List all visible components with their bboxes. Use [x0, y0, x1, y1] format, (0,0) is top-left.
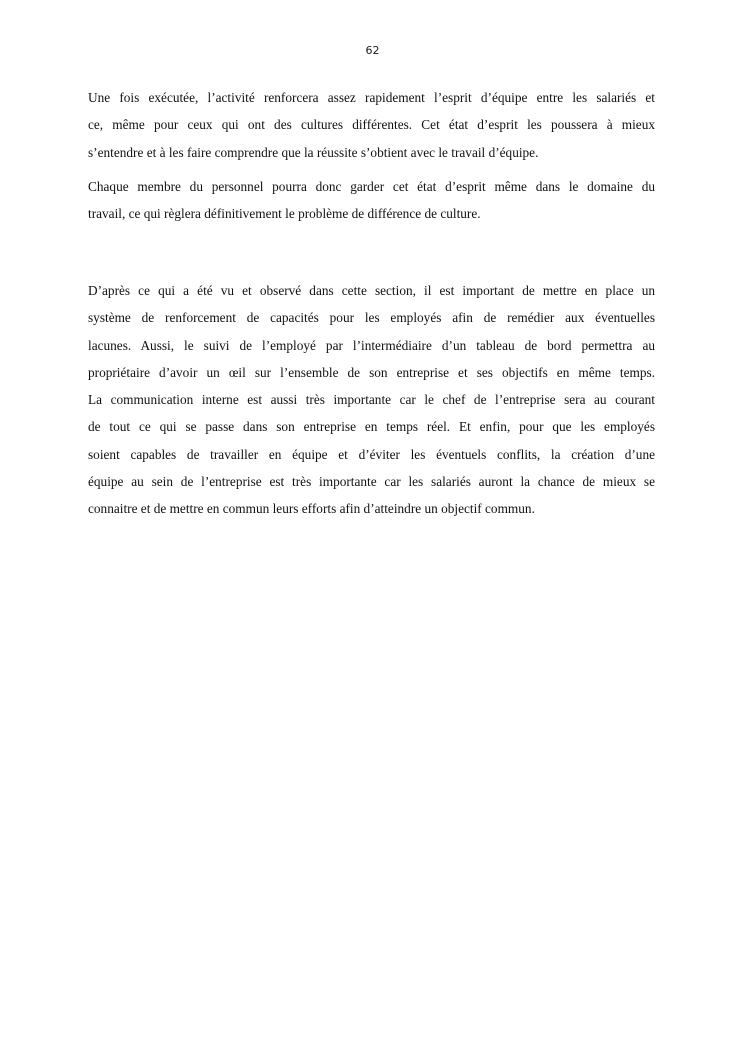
paragraph-line: de tout ce qui se passe dans son entreprise en temps réel. Et enfin, pour que les employés — [88, 419, 655, 435]
paragraph-line: soient capables de travailler en équipe et d’éviter les éventuels conflits, la création d’une — [88, 446, 655, 462]
paragraph-line: La communication interne est aussi très importante car le chef de l’entreprise sera au courant — [88, 392, 655, 408]
paragraph-line: travail, ce qui règlera définitivement le problème de différence de culture. — [88, 206, 481, 222]
page-number: 62 — [365, 44, 380, 57]
paragraph-culture — [88, 173, 655, 228]
paragraph-line: système de renforcement de capacités pour les employés afin de remédier aux éventuelles — [88, 310, 655, 326]
paragraph-line: D’après ce qui a été vu et observé dans cette section, il est important de mettre en place un — [88, 283, 655, 298]
paragraph-team-spirit — [88, 84, 655, 166]
paragraph-line: s’entendre et à les faire comprendre que la réussite s’obtient avec le travail d’équipe. — [88, 144, 539, 160]
paragraph-line: Une fois exécutée, l’activité renforcera assez rapidement l’esprit d’équipe entre les salariés et — [88, 90, 655, 105]
paragraph-line: lacunes. Aussi, le suivi de l’employé par l’intermédiaire d’un tableau de bord permettra au — [88, 337, 655, 353]
paragraph-line: équipe au sein de l’entreprise est très importante car les salariés auront la chance de mieux se — [88, 474, 655, 490]
paragraph-line: Chaque membre du personnel pourra donc garder cet état d’esprit même dans le domaine du — [88, 179, 655, 194]
paragraph-line: connaitre et de mettre en commun leurs efforts afin d’atteindre un objectif commun. — [88, 501, 535, 517]
paragraph-line: propriétaire d’avoir un œil sur l’ensemble de son entreprise et ses objectifs en même temps. — [88, 364, 655, 380]
paragraph-conclusion — [88, 277, 655, 523]
paragraph-line: ce, même pour ceux qui ont des cultures différentes. Cet état d’esprit les poussera à mieux — [88, 117, 655, 133]
